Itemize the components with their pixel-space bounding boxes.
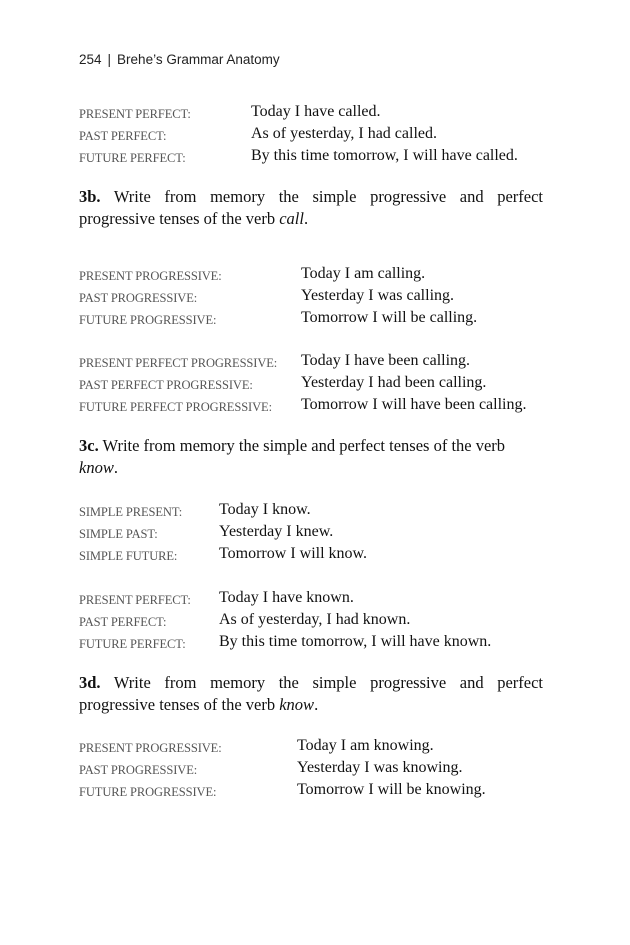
instruction-text: Write from memory the simple progressive and perfect progressive tenses of the verb xyxy=(79,673,543,714)
tense-sentence: As of yesterday, I had called. xyxy=(251,125,437,142)
tense-sentence: As of yesterday, I had known. xyxy=(219,611,411,628)
page-number: 254 xyxy=(79,52,102,67)
instruction-end: . xyxy=(113,458,118,477)
tense-label: FUTURE PERFECT: xyxy=(79,151,186,165)
tense-label: PAST PERFECT PROGRESSIVE: xyxy=(79,378,253,392)
tense-sentence: Today I am knowing. xyxy=(297,737,434,754)
tense-row xyxy=(79,287,544,309)
tense-label: PAST PERFECT: xyxy=(79,129,167,143)
tense-row xyxy=(79,545,544,567)
exercise-number: 3c. xyxy=(79,436,99,455)
running-header xyxy=(79,52,280,67)
tense-label: PAST PROGRESSIVE: xyxy=(79,291,198,305)
exercise-3c-instruction xyxy=(79,435,543,479)
tense-row xyxy=(79,352,544,374)
tense-sentence: Tomorrow I will be knowing. xyxy=(297,781,486,798)
tense-sentence: By this time tomorrow, I will have called. xyxy=(251,147,518,164)
tense-row xyxy=(79,309,544,331)
tense-label: FUTURE PERFECT: xyxy=(79,637,186,651)
tense-sentence: Tomorrow I will be calling. xyxy=(301,309,478,326)
tense-row xyxy=(79,125,544,147)
target-verb: know xyxy=(279,695,315,714)
tense-row xyxy=(79,374,544,396)
target-verb: know xyxy=(79,458,114,477)
instruction-end: . xyxy=(303,209,309,228)
header-separator: | xyxy=(107,52,112,67)
tense-label: SIMPLE FUTURE: xyxy=(79,549,178,563)
tense-sentence: Today I know. xyxy=(219,501,311,518)
exercise-3b-instruction xyxy=(79,186,543,230)
tense-sentence: Today I am calling. xyxy=(301,265,426,282)
target-verb: call xyxy=(279,209,304,228)
tense-row xyxy=(79,589,544,611)
tense-label: PRESENT PROGRESSIVE: xyxy=(79,269,222,283)
tense-label: FUTURE PROGRESSIVE: xyxy=(79,785,217,799)
tense-label: PRESENT PERFECT: xyxy=(79,107,191,121)
exercise-number: 3b. xyxy=(79,187,101,206)
tense-label: FUTURE PERFECT PROGRESSIVE: xyxy=(79,400,272,414)
tense-row xyxy=(79,523,544,545)
tense-row xyxy=(79,737,544,759)
tense-label: PRESENT PERFECT PROGRESSIVE: xyxy=(79,356,278,370)
exercise-number: 3d. xyxy=(79,673,101,692)
tense-label: SIMPLE PRESENT: xyxy=(79,505,183,519)
book-title: Brehe’s Grammar Anatomy xyxy=(117,52,280,67)
exercise-3d-instruction xyxy=(79,672,543,716)
tense-row xyxy=(79,265,544,287)
tense-label: PAST PROGRESSIVE: xyxy=(79,763,198,777)
tense-row xyxy=(79,147,544,169)
tense-label: SIMPLE PAST: xyxy=(79,527,158,541)
tense-label: PRESENT PROGRESSIVE: xyxy=(79,741,222,755)
tense-sentence: Tomorrow I will have been calling. xyxy=(301,396,527,413)
tense-sentence: Tomorrow I will know. xyxy=(219,545,368,562)
tense-row xyxy=(79,759,544,781)
tense-sentence: Yesterday I was calling. xyxy=(301,287,455,304)
tense-row xyxy=(79,396,544,418)
tense-sentence: Yesterday I knew. xyxy=(219,523,334,540)
tense-row xyxy=(79,781,544,803)
instruction-end: . xyxy=(314,695,319,714)
tense-sentence: Today I have known. xyxy=(219,589,354,606)
tense-sentence: By this time tomorrow, I will have known. xyxy=(219,633,492,650)
tense-sentence: Today I have called. xyxy=(251,103,381,120)
tense-sentence: Today I have been calling. xyxy=(301,352,471,369)
tense-label: FUTURE PROGRESSIVE: xyxy=(79,313,217,327)
tense-sentence: Yesterday I had been calling. xyxy=(301,374,487,391)
tense-row xyxy=(79,633,544,655)
tense-row xyxy=(79,501,544,523)
instruction-text: Write from memory the simple and perfect tenses of the verb xyxy=(98,436,506,455)
tense-row xyxy=(79,103,544,125)
tense-row xyxy=(79,611,544,633)
tense-sentence: Yesterday I was knowing. xyxy=(297,759,463,776)
tense-label: PRESENT PERFECT: xyxy=(79,593,191,607)
tense-label: PAST PERFECT: xyxy=(79,615,167,629)
instruction-text: Write from memory the simple progressive and perfect progressive tenses of the verb xyxy=(79,187,543,228)
